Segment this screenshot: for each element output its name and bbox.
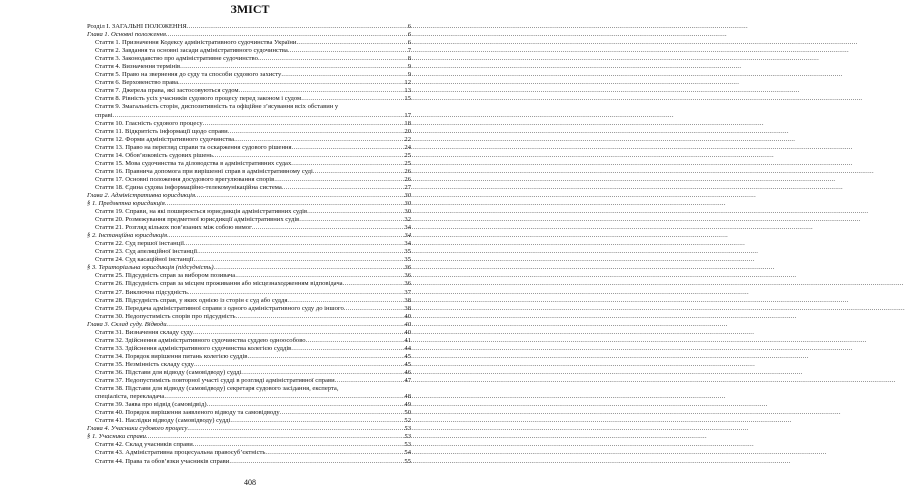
toc-entry-page: 45: [404, 360, 411, 368]
toc-entry-page: 25: [404, 159, 411, 167]
toc-entry-title: Стаття 43. Адміністративна процесуальна правосуб’єктність: [95, 449, 266, 457]
toc-entry-page: 52: [404, 417, 411, 425]
toc-dot-leader: [236, 313, 404, 321]
toc-entry-title: Стаття 13. Право на перегляд справи та оскарження судового рішення: [95, 143, 292, 151]
toc-entry-title: Стаття 18. Єдина судова інформаційно-телекомунікаційна система: [95, 183, 282, 191]
toc-dot-leader: [178, 79, 403, 87]
toc-entry-title: Стаття 7. Джерела права, які застосовуються судом: [95, 87, 239, 95]
toc-entry-page: 6: [407, 31, 411, 39]
toc-entry-title: Стаття 31. Визначення складу суду: [95, 328, 194, 336]
toc-entry-title: Стаття 20. Розмежування предметної юрисдикції адміністративних судів: [95, 216, 300, 224]
toc-entry: [87, 248, 411, 256]
toc-dot-leader: [288, 47, 407, 55]
toc-dot-leader: [306, 337, 404, 345]
toc-dot-leader: [187, 425, 403, 433]
toc-entry: [87, 289, 411, 297]
toc-entry-title: Стаття 1. Призначення Кодексу адміністративного судочинства України: [95, 39, 297, 47]
toc-entry: [87, 369, 411, 377]
toc-entry-page: 12: [404, 79, 411, 87]
toc-entry: [87, 152, 411, 160]
toc-entry-title: Стаття 28. Підсудність справ, у яких однією із сторін є суд або суддя: [95, 296, 288, 304]
toc-entry: [87, 417, 411, 425]
toc-entry: [87, 208, 411, 216]
toc-dot-leader: [274, 176, 403, 184]
toc-entry-page: 41: [404, 336, 411, 344]
toc-entry: [87, 305, 411, 313]
toc-entry-title: Стаття 26. Підсудність справ за місцем проживання або місцезнаходженням відповідача: [95, 280, 343, 288]
toc-entry-title: Стаття 37. Недопустимість повторної участі судді в розгляді адміністративної справи: [95, 377, 335, 385]
toc-entry-title: Стаття 9. Змагальність сторін, диспозитивність та офіційне з’ясування всіх обставин у: [95, 103, 339, 111]
toc-entry: [87, 393, 411, 401]
toc-entry: [87, 216, 411, 224]
toc-dot-leader: [166, 31, 407, 39]
toc-entry-page: 18: [404, 119, 411, 127]
toc-dot-leader: [193, 256, 403, 264]
toc-dot-leader: [184, 240, 404, 248]
toc-entry-page: 50: [404, 409, 411, 417]
toc-dot-leader: [344, 305, 404, 313]
toc-dot-leader: [313, 168, 404, 176]
toc-entry: [87, 160, 411, 168]
toc-dot-leader: [252, 224, 404, 232]
toc-entry-page: 38: [404, 304, 411, 312]
toc-entry-page: 20: [404, 127, 411, 135]
toc-entry-title: Стаття 30. Недопустимість спорів про підсудність: [95, 312, 236, 320]
toc-entry: [87, 256, 411, 264]
toc-entry-title: Стаття 15. Мова судочинства та діловодства в адміністративних судах: [95, 159, 292, 167]
toc-entry-title: Стаття 3. Законодавство про адміністративне судочинство: [95, 55, 258, 63]
toc-entry-title: § 1. Учасники справи: [87, 433, 146, 441]
toc-entry: [87, 95, 411, 103]
toc-entry: [87, 409, 411, 417]
toc-entry-title: Глава 3. Склад суду. Відводи: [87, 320, 167, 328]
toc-entry-title: Стаття 33. Здійснення адміністративного судочинства колегією суддів: [95, 344, 292, 352]
toc-dot-leader: [241, 369, 403, 377]
toc-dot-leader: [247, 353, 403, 361]
toc-entry: [87, 184, 411, 192]
toc-entry-title: справі: [95, 111, 113, 119]
toc-dot-leader: [299, 216, 403, 224]
toc-dot-leader: [335, 377, 404, 385]
toc-entry-title: § 3. Територіальна юрисдикція (підсудність): [87, 264, 214, 272]
toc-dot-leader: [167, 232, 403, 240]
toc-entry-title: Стаття 10. Гласність судового процесу: [95, 119, 203, 127]
toc-entry: [87, 337, 411, 345]
toc-entry: [87, 433, 411, 441]
toc-entry-page: 38: [404, 296, 411, 304]
toc-dot-leader: [230, 417, 403, 425]
toc-entry-page: 34: [404, 224, 411, 232]
toc-entry-title: Стаття 21. Розгляд кількох пов’язаних між собою вимог: [95, 224, 252, 232]
toc-dot-leader: [234, 136, 403, 144]
toc-entry-title: Стаття 19. Справи, на які поширюється юрисдикція адміністративних судів: [95, 208, 308, 216]
toc-dot-leader: [281, 71, 406, 79]
toc-entry-page: 34: [404, 232, 411, 240]
toc-entry-page: 45: [404, 352, 411, 360]
toc-entry-page: 44: [404, 344, 411, 352]
toc-entry-page: 53: [404, 425, 411, 433]
toc-dot-leader: [197, 248, 403, 256]
toc-entry: [87, 87, 411, 95]
page-number: 408: [244, 478, 256, 487]
toc-entry-title: Стаття 16. Правнича допомога при вирішенні справ в адміністративному суді: [95, 167, 313, 175]
toc-entry-page: 36: [404, 264, 411, 272]
toc-entry: [87, 63, 411, 71]
toc-entry-page: 55: [404, 457, 411, 465]
toc-dot-leader: [287, 297, 403, 305]
toc-entry: [87, 71, 411, 79]
toc-entry-page: 40: [404, 312, 411, 320]
toc-entry-title: Стаття 25. Підсудність справ за вибором позивача: [95, 272, 236, 280]
toc-entry-title: Стаття 41. Наслідки відводу (самовідводу) судді: [95, 417, 231, 425]
toc-entry-title: Стаття 2. Завдання та основні засади адміністративного судочинства: [95, 47, 288, 55]
toc-entry-page: 24: [404, 143, 411, 151]
toc-dot-leader: [265, 449, 403, 457]
toc-entry-title: Стаття 32. Здійснення адміністративного судочинства суддею одноособово: [95, 336, 306, 344]
toc-entry: [87, 103, 411, 111]
toc-entry-page: 35: [404, 248, 411, 256]
toc-entry-title: Стаття 42. Склад учасників справи: [95, 441, 193, 449]
toc-dot-leader: [213, 152, 404, 160]
toc-entry-page: 9: [407, 71, 411, 79]
toc-dot-leader: [164, 393, 403, 401]
toc-entry-page: 34: [404, 240, 411, 248]
toc-entry-title: Стаття 27. Виключна підсудність: [95, 288, 188, 296]
toc-entry: [87, 240, 411, 248]
toc-entry-title: Стаття 40. Порядок вирішення заявленого відводу та самовідводу: [95, 409, 280, 417]
toc-entry-title: Стаття 4. Визначення термінів: [95, 63, 181, 71]
toc-entry-page: 46: [404, 369, 411, 376]
toc-entry-page: 40: [404, 328, 411, 336]
toc-entry-page: 9: [407, 63, 411, 71]
toc-entry-page: 25: [404, 151, 411, 159]
toc-entry-page: 36: [404, 280, 411, 288]
toc-entry: [87, 272, 411, 280]
toc-entry-title: Стаття 14. Обов’язковість судових рішень: [95, 151, 213, 159]
toc-entry: [87, 47, 411, 55]
toc-entry: [87, 39, 411, 47]
toc-entry: [87, 401, 411, 409]
toc-entry-page: 26: [404, 175, 411, 183]
toc-entry: [87, 136, 411, 144]
toc-entry: [87, 329, 411, 337]
toc-dot-leader: [291, 160, 403, 168]
toc-entry-page: 6: [407, 22, 411, 30]
toc-dot-leader: [343, 280, 404, 288]
toc-entry: [87, 224, 411, 232]
toc-dot-leader: [296, 39, 406, 47]
toc-entry-page: 36: [404, 272, 411, 280]
toc-entry-title: Стаття 44. Права та обов’язки учасників справи: [95, 457, 230, 465]
toc-dot-leader: [207, 401, 404, 409]
toc-entry-page: 30: [404, 191, 411, 199]
toc-dot-leader: [228, 128, 404, 136]
toc-entry: [87, 144, 411, 152]
toc-entry-page: 53: [404, 441, 411, 449]
toc-entry: [87, 176, 411, 184]
toc-entry: [87, 281, 411, 289]
toc-dot-leader: [301, 95, 403, 103]
toc-dot-leader: [188, 289, 404, 297]
toc-entry-title: Стаття 39. Заява про відвід (самовідвід): [95, 401, 207, 409]
toc-dot-leader: [167, 321, 404, 329]
toc-entry-title: Стаття 11. Відкритість інформації щодо справи: [95, 127, 228, 135]
toc-entry-page: 6: [407, 39, 411, 47]
toc-entry: [87, 321, 411, 329]
toc-entry: [87, 200, 411, 208]
toc-entry-title: Стаття 36. Підстави для відводу (самовідводу) судді: [95, 369, 242, 376]
toc-entry-page: 30: [404, 200, 411, 208]
toc-entry: [87, 385, 411, 393]
toc-entry-title: Стаття 24. Суд касаційної інстанції: [95, 256, 194, 264]
toc-dot-leader: [280, 409, 404, 417]
toc-entry-page: 7: [407, 47, 411, 55]
toc-entry-page: 8: [407, 55, 411, 63]
toc-dot-leader: [194, 361, 403, 369]
toc-entry-page: 53: [404, 433, 411, 441]
toc-entry: [87, 23, 411, 31]
toc-entry-page: 27: [404, 183, 411, 191]
toc-dot-leader: [180, 63, 407, 71]
toc-entry-title: Стаття 22. Суд першої інстанції: [95, 240, 184, 248]
table-of-contents: [87, 23, 411, 466]
toc-entry-page: 26: [404, 167, 411, 175]
toc-entry-title: спеціаліста, перекладача: [95, 393, 165, 401]
toc-dot-leader: [146, 433, 403, 441]
toc-dot-leader: [193, 329, 403, 337]
toc-entry-page: 32: [404, 216, 411, 224]
toc-entry-page: 13: [404, 87, 411, 95]
toc-entry: [87, 112, 411, 120]
toc-dot-leader: [282, 184, 404, 192]
toc-entry-title: Глава 1. Основні положення: [87, 31, 166, 39]
toc-entry-title: Глава 2. Адміністративна юрисдикція: [87, 191, 196, 199]
toc-entry-page: 15: [404, 95, 411, 103]
toc-entry-title: Стаття 38. Підстави для відводу (самовідводу) секретаря судового засідання, експерта,: [95, 385, 339, 393]
toc-dot-leader: [203, 120, 404, 128]
toc-entry: [87, 128, 411, 136]
toc-entry-page: 47: [404, 377, 411, 385]
toc-entry-page: 17: [404, 111, 411, 119]
toc-entry: [87, 192, 411, 200]
toc-entry: [87, 232, 411, 240]
toc-entry-title: § 2. Інстанційна юрисдикція: [87, 232, 168, 240]
toc-dot-leader: [165, 200, 404, 208]
toc-entry: [87, 441, 411, 449]
toc-entry-title: Стаття 8. Рівність усіх учасників судового процесу перед законом і судом: [95, 95, 302, 103]
toc-entry-page: 40: [404, 320, 411, 328]
toc-dot-leader: [113, 112, 404, 120]
toc-dot-leader: [291, 345, 403, 353]
toc-dot-leader: [214, 264, 404, 272]
toc-entry: [87, 361, 411, 369]
toc-entry: [87, 425, 411, 433]
toc-dot-leader: [292, 144, 404, 152]
toc-dot-leader: [239, 87, 404, 95]
toc-entry: [87, 449, 411, 457]
toc-entry: [87, 313, 411, 321]
toc-entry: [87, 31, 411, 39]
toc-entry-page: 49: [404, 401, 411, 409]
page-title: ЗМІСТ: [230, 2, 270, 16]
toc-entry: [87, 458, 411, 466]
toc-entry-page: 22: [404, 135, 411, 143]
toc-dot-leader: [258, 55, 407, 63]
toc-dot-leader: [235, 272, 403, 280]
toc-entry: [87, 353, 411, 361]
toc-entry-title: Стаття 35. Незмінність складу суду: [95, 360, 194, 368]
toc-entry-title: Глава 4. Учасники судового процесу: [87, 425, 188, 433]
toc-entry: [87, 345, 411, 353]
toc-entry: [87, 79, 411, 87]
toc-entry-page: 37: [404, 288, 411, 296]
toc-entry-title: Стаття 34. Порядок вирішення питань колегією суддів: [95, 352, 248, 360]
toc-entry-page: 54: [404, 449, 411, 457]
toc-dot-leader: [193, 441, 404, 449]
toc-entry-title: Стаття 17. Основні положення досудового врегулювання спорів: [95, 175, 275, 183]
toc-entry-title: Стаття 29. Передача адміністративної справи з одного адміністративного суду до іншого: [95, 304, 344, 312]
toc-dot-leader: [195, 192, 403, 200]
toc-entry: [87, 377, 411, 385]
toc-dot-leader: [187, 23, 407, 31]
toc-entry-title: Стаття 6. Верховенство права: [95, 79, 179, 87]
toc-entry-title: § 1. Предметна юрисдикція: [87, 200, 165, 208]
toc-entry-title: Стаття 5. Право на звернення до суду та способи судового захисту: [95, 71, 282, 79]
toc-entry-title: Розділ I. ЗАГАЛЬНІ ПОЛОЖЕННЯ: [87, 22, 187, 30]
toc-entry: [87, 120, 411, 128]
toc-entry-page: 35: [404, 256, 411, 264]
toc-entry-title: Стаття 23. Суд апеляційної інстанції: [95, 248, 198, 256]
toc-entry: [87, 55, 411, 63]
toc-entry: [87, 264, 411, 272]
toc-entry: [87, 168, 411, 176]
toc-dot-leader: [307, 208, 403, 216]
toc-entry-title: Стаття 12. Форми адміністративного судочинства: [95, 135, 235, 143]
toc-entry: [87, 297, 411, 305]
toc-entry-page: 48: [404, 393, 411, 401]
toc-entry-page: 30: [404, 208, 411, 216]
toc-dot-leader: [229, 458, 403, 466]
